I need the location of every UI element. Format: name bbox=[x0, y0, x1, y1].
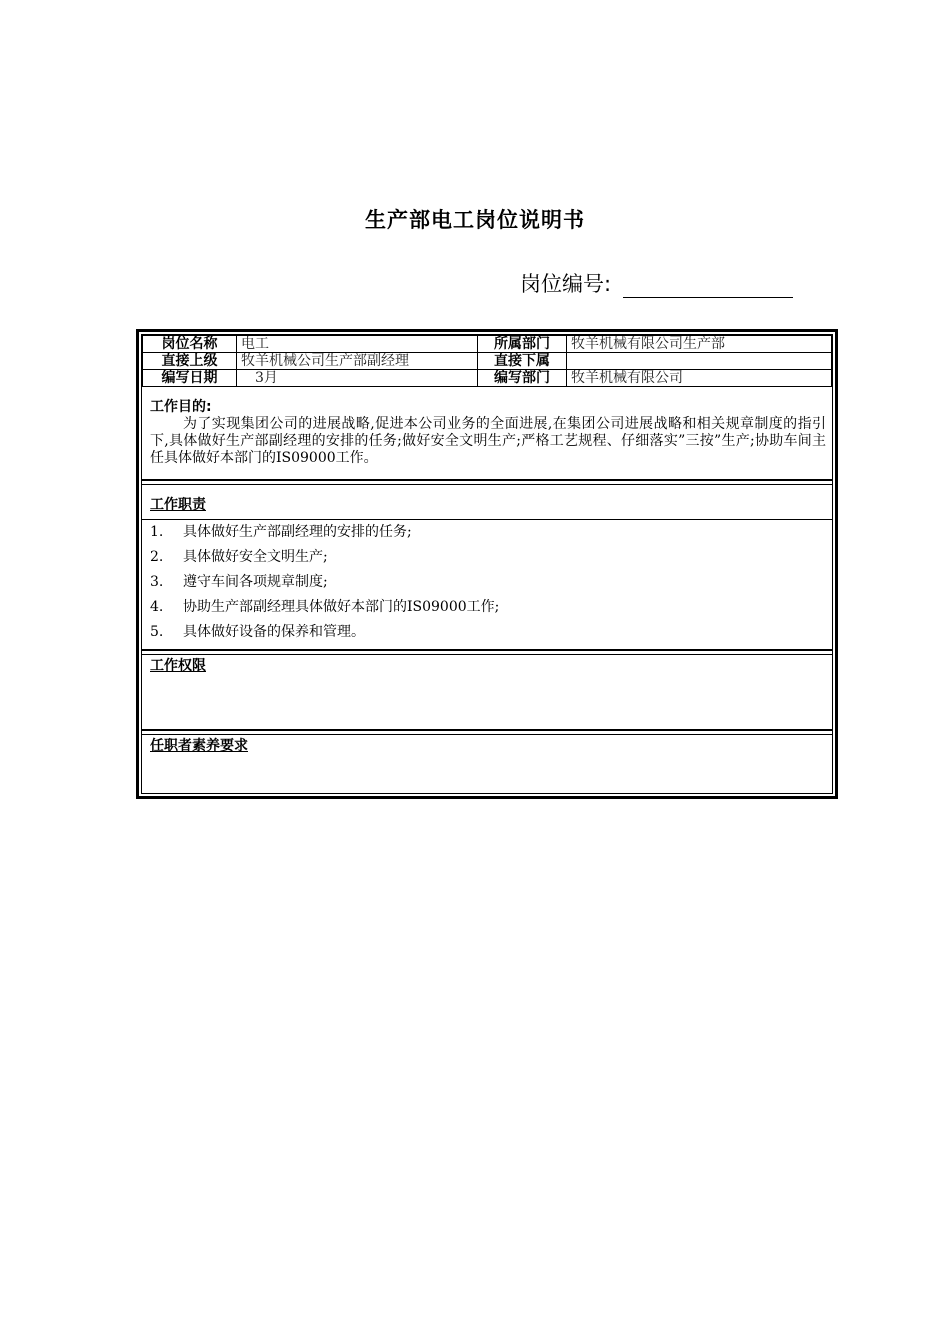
duties-list bbox=[142, 523, 832, 648]
duty-number: 4. bbox=[150, 599, 164, 615]
duty-number: 2. bbox=[150, 549, 164, 565]
written-date-label: 编写日期 bbox=[143, 370, 237, 387]
section-divider bbox=[142, 729, 832, 735]
position-name-value: 电工 bbox=[237, 336, 478, 353]
direct-subordinate-label: 直接下属 bbox=[478, 353, 567, 370]
basic-info-table bbox=[142, 335, 832, 387]
duty-number: 3. bbox=[150, 574, 164, 590]
written-date-value: 3月 bbox=[237, 370, 478, 387]
section-divider bbox=[142, 649, 832, 655]
duties-section bbox=[142, 496, 832, 514]
list-item bbox=[142, 598, 832, 623]
info-row bbox=[143, 336, 832, 353]
list-item bbox=[142, 548, 832, 573]
authority-title: 工作权限 bbox=[150, 658, 206, 674]
purpose-text: 为了实现集团公司的进展战略,促进本公司业务的全面进展,在集团公司进展战略和相关规章制度的指引下,具体做好生产部副经理的安排的任务;做好安全文明生产;严格工艺规程、仔细落实”三按”生产;协助车间主任具体做好本部门的IS09000工作。 bbox=[150, 416, 826, 466]
written-department-label: 编写部门 bbox=[478, 370, 567, 387]
qualifications-section bbox=[142, 737, 832, 755]
direct-subordinate-value bbox=[567, 353, 832, 370]
purpose-section bbox=[142, 398, 832, 467]
info-row bbox=[143, 370, 832, 387]
section-divider bbox=[142, 479, 832, 485]
document-title: 生产部电工岗位说明书 bbox=[365, 208, 585, 232]
job-description-form bbox=[136, 329, 838, 799]
direct-superior-label: 直接上级 bbox=[143, 353, 237, 370]
list-item bbox=[142, 523, 832, 548]
form-inner bbox=[141, 334, 833, 794]
list-item bbox=[142, 623, 832, 648]
position-name-label: 岗位名称 bbox=[143, 336, 237, 353]
written-department-value: 牧羊机械有限公司 bbox=[567, 370, 832, 387]
direct-superior-value: 牧羊机械公司生产部副经理 bbox=[237, 353, 478, 370]
duties-divider bbox=[142, 519, 832, 520]
duty-number: 5. bbox=[150, 624, 164, 640]
purpose-title: 工作目的: bbox=[150, 399, 212, 415]
duties-title: 工作职责 bbox=[150, 497, 206, 513]
duty-text: 具体做好安全文明生产; bbox=[183, 549, 328, 565]
job-number-blank bbox=[623, 275, 793, 298]
duties-list-container bbox=[142, 523, 832, 648]
job-number-label: 岗位编号: bbox=[520, 272, 612, 296]
department-value: 牧羊机械有限公司生产部 bbox=[567, 336, 832, 353]
duty-text: 遵守车间各项规章制度; bbox=[183, 574, 328, 590]
duty-text: 具体做好设备的保养和管理。 bbox=[183, 624, 365, 640]
authority-section bbox=[142, 657, 832, 675]
job-number-field bbox=[520, 268, 793, 298]
list-item bbox=[142, 573, 832, 598]
qualifications-title: 任职者素养要求 bbox=[150, 738, 248, 754]
duty-text: 具体做好生产部副经理的安排的任务; bbox=[183, 524, 412, 540]
duty-number: 1. bbox=[150, 524, 164, 540]
duty-text: 协助生产部副经理具体做好本部门的IS09000工作; bbox=[183, 599, 500, 615]
info-row bbox=[143, 353, 832, 370]
department-label: 所属部门 bbox=[478, 336, 567, 353]
